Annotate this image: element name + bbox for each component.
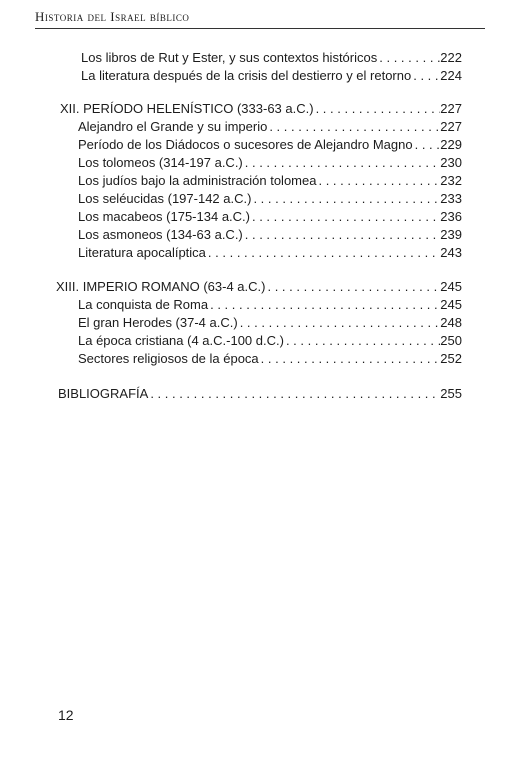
toc-bibliography: [58, 385, 462, 402]
toc-entry: [78, 208, 462, 225]
toc-entry: [78, 172, 462, 189]
toc-leader: [250, 208, 440, 225]
header-rule: [35, 28, 485, 29]
toc-entry-page: 222: [440, 50, 462, 65]
toc-entry-page: 236: [440, 209, 462, 224]
toc-entry: [78, 350, 462, 367]
toc-section-heading: [56, 278, 462, 295]
toc-entry-page: 255: [440, 386, 462, 401]
toc-entry-page: 232: [440, 173, 462, 188]
running-header: [35, 9, 189, 25]
toc-leader: [314, 100, 441, 117]
toc-entry: [78, 190, 462, 207]
toc-entry-page: 227: [440, 119, 462, 134]
toc-leader: [267, 118, 440, 135]
toc-entry-label: La literatura después de la crisis del destierro y el retorno: [81, 68, 412, 83]
toc-entry-page: 252: [440, 351, 462, 366]
toc-leader: [208, 296, 440, 313]
toc-entry: [81, 49, 462, 66]
toc-leader: [413, 136, 441, 153]
toc-leader: [243, 226, 441, 243]
toc-entry-label: Los judíos bajo la administración tolomea: [78, 173, 317, 188]
toc-leader: [206, 244, 440, 261]
toc-entry-label: Los asmoneos (134-63 a.C.): [78, 227, 243, 242]
toc-entry-page: 245: [440, 279, 462, 294]
toc-entry: [78, 296, 462, 313]
toc-entry-page: 227: [440, 101, 462, 116]
toc-entry-page: 224: [440, 68, 462, 83]
toc-entry: [78, 332, 462, 349]
toc-leader: [243, 154, 441, 171]
toc-leader: [316, 172, 440, 189]
toc-entry-label: Los tolomeos (314-197 a.C.): [78, 155, 243, 170]
toc-leader: [148, 385, 440, 402]
toc-entry-page: 248: [440, 315, 462, 330]
toc-section-label: BIBLIOGRAFÍA: [58, 386, 149, 401]
toc-entry-page: 239: [440, 227, 462, 242]
toc-leader: [411, 67, 440, 84]
toc-entry: [78, 244, 462, 261]
toc-entry-page: 245: [440, 297, 462, 312]
toc-entry-label: El gran Herodes (37-4 a.C.): [78, 315, 238, 330]
toc-leader: [377, 49, 440, 66]
toc-entry-label: La conquista de Roma: [78, 297, 209, 312]
header-title-part: Historia del: [35, 9, 107, 24]
toc-entry-label: Período de los Diádocos o sucesores de Alejandro Magno: [78, 137, 413, 152]
toc-entry-page: 229: [440, 137, 462, 152]
toc-entry: [81, 67, 462, 84]
toc-entry: [78, 154, 462, 171]
toc-leader: [238, 314, 441, 331]
toc-section-heading: [60, 100, 462, 117]
toc-section-label: XII. PERÍODO HELENÍSTICO (333-63 a.C.): [60, 101, 314, 116]
toc-entry-label: Los libros de Rut y Ester, y sus contextos históricos: [81, 50, 378, 65]
toc-entry-page: 250: [440, 333, 462, 348]
toc-entry-label: Los seléucidas (197-142 a.C.): [78, 191, 252, 206]
toc-section-label: XIII. IMPERIO ROMANO (63-4 a.C.): [56, 279, 266, 294]
header-title-part: bíblico: [149, 9, 190, 24]
toc-entry-label: Literatura apocalíptica: [78, 245, 206, 260]
toc-entry: [78, 118, 462, 135]
toc-leader: [284, 332, 440, 349]
toc-entry-page: 233: [440, 191, 462, 206]
toc-entry-label: La época cristiana (4 a.C.-100 d.C.): [78, 333, 284, 348]
toc-entry: [78, 226, 462, 243]
toc-leader: [265, 278, 440, 295]
toc-entry-page: 243: [440, 245, 462, 260]
toc-entry-label: Los macabeos (175-134 a.C.): [78, 209, 250, 224]
toc-entry-label: Alejandro el Grande y su imperio: [78, 119, 268, 134]
toc-entry: [78, 314, 462, 331]
toc-entry-page: 230: [440, 155, 462, 170]
toc-leader: [251, 190, 440, 207]
toc-entry: [78, 136, 462, 153]
header-title-part: Israel: [110, 9, 147, 24]
toc-leader: [259, 350, 441, 367]
page-number: 12: [58, 707, 74, 723]
toc-entry-label: Sectores religiosos de la época: [78, 351, 259, 366]
